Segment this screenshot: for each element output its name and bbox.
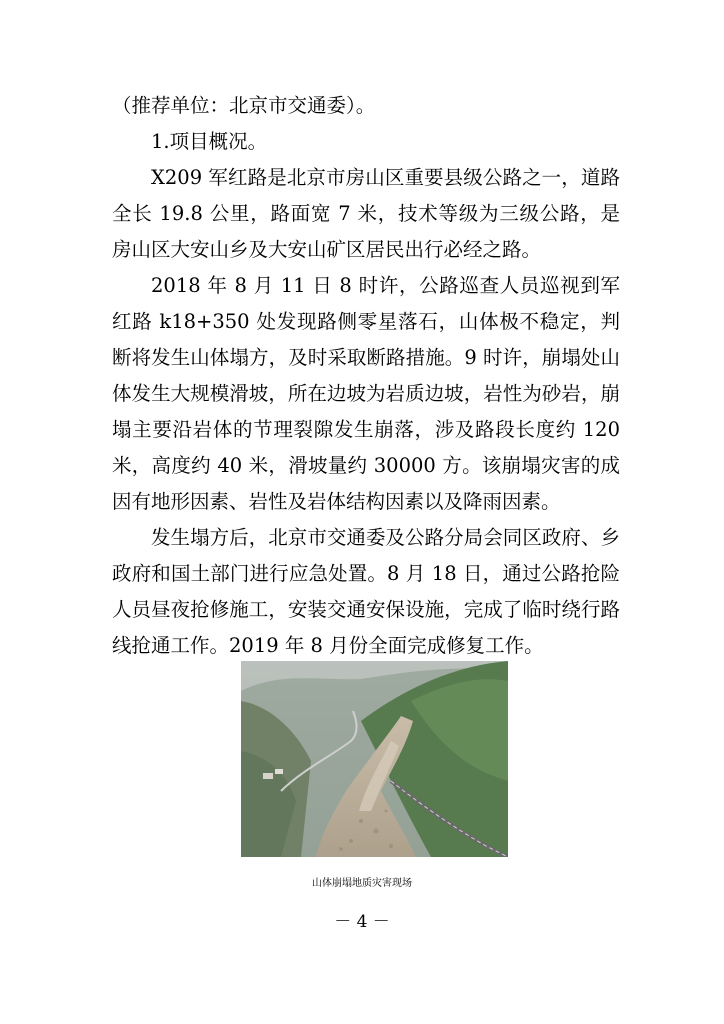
recommending-unit-line: （推荐单位：北京市交通委）。 [112,94,376,117]
landslide-photo [241,661,508,857]
figure-caption: 山体崩塌地质灾害现场 [312,878,412,889]
paragraph-road-overview: X209 军红路是北京市房山区重要县级公路之一，道路全长 19.8 公里，路面宽 7 米，技术等级为三级公路，是房山区大安山乡及大安山矿区居民出行必经之路。 [112,166,620,261]
section-heading: 1.项目概况。 [151,130,268,153]
paragraph-emergency-response: 发生塌方后，北京市交通委及公路分局会同区政府、乡政府和国土部门进行应急处置。8 月 18 日，通过公路抢险人员昼夜抢修施工，安装交通安保设施，完成了临时绕行路线抢通工作。2019 年 8 月份全面完成修复工作。 [112,526,620,657]
paragraph-landslide-event: 2018 年 8 月 11 日 8 时许，公路巡查人员巡视到军红路 k18+350 处发现路侧零星落石，山体极不稳定，判断将发生山体塌方，及时采取断路措施。9 时许，崩塌处山体发生大规模滑坡，所在边坡为岩质边坡，岩性为砂岩，崩塌主要沿岩体的节理裂隙发生崩落，涉及路段长度约 120 米，高度约 40 米，滑坡量约 30000 方。该崩塌灾害的成因有地形因素、岩性及岩体结构因素以及降雨因素。 [112,274,620,513]
page-number: － 4 － [334,912,390,932]
